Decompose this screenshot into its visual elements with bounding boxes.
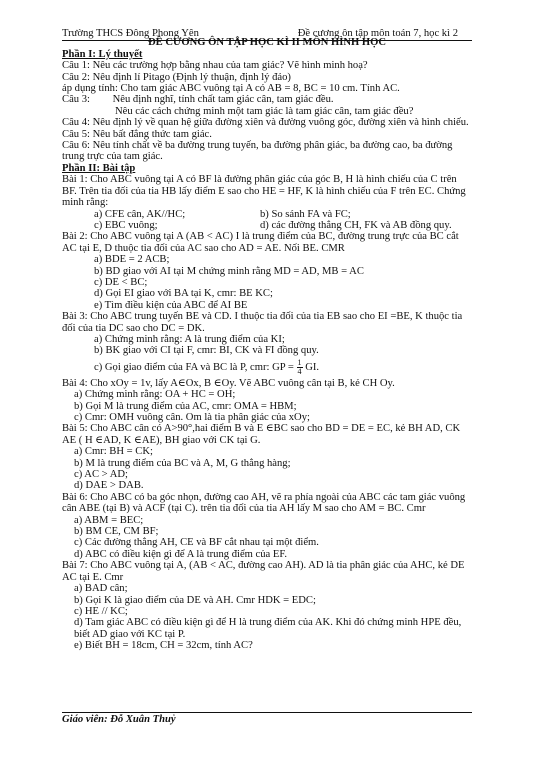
exercise-2: Bài 2: Cho ABC vuông tại A (AB < AC) I là trung điểm của BC, đường trung trực của BC cắt AC tại E, D thuộc tia đối của AC sao cho AD = AE. Nối BE. CMR	[62, 231, 459, 254]
exercise-5-d: d) DAE > DAB.	[74, 480, 144, 492]
question-3-b: Nêu các cách chứng minh một tam giác là tam giác cân, tam giác đều?	[115, 105, 414, 117]
question-2-apply: áp dụng tính: Cho tam giác ABC vuông tại A có AB = 8, BC = 10 cm. Tính AC.	[62, 83, 400, 95]
exercise-4-a: a) Chứng minh rằng: OA + HC = OH;	[74, 389, 236, 401]
exercise-4: Bài 4: Cho xOy = 1v, lấy A∈Ox, B ∈Oy. Vẽ ABC vuông cân tại B, kẻ CH Oy.	[62, 377, 395, 389]
exercise-1-row-cd	[62, 220, 472, 231]
exercise-3-c: c) Gọi giao điểm của FA và BC là P, cmr: GP = $\frac{1}{4}$ GI.	[94, 357, 320, 376]
document-page	[62, 28, 472, 652]
exercise-5: Bài 5: Cho ABC cân có A>90°,hai điểm B và E ∈BC sao cho BD = DE = EC, kẻ BH AD, CK AE ( H ∈AD, K ∈AE), BH giao với CK tại G.	[62, 423, 461, 446]
exercise-1-b: b) So sánh FA và FC;	[260, 208, 351, 220]
exercise-1-row-ab	[62, 209, 472, 220]
exercise-6-a: a) ABM = BEC;	[74, 514, 144, 526]
exercise-5-a: a) Cmr: BH = CK;	[74, 446, 153, 458]
exercise-6-c: c) Các đường thẳng AH, CE và BF cắt nhau tại một điểm.	[74, 537, 319, 549]
exercise-1-d: d) các đường thẳng CH, FK và AB đồng quy.	[260, 219, 452, 231]
question-1: Câu 1: Nêu các trường hợp bằng nhau của tam giác? Vẽ hình minh hoạ?	[62, 60, 368, 72]
exercise-4-c: c) Cmr: OMH vuông cân. Om là tia phân giác của xOy;	[74, 412, 310, 423]
exercise-7-e: e) Biết BH = 18cm, CH = 32cm, tính AC?	[74, 640, 253, 652]
exercise-6: Bài 6: Cho ABC có ba góc nhọn, đường cao AH, vẽ ra phía ngoài của ABC các tam giác vuông cân ABE (tại B) và ACF (tại C). trên tia đối của tia AH lấy M sao cho AM = BC. Cmr	[62, 491, 466, 515]
section-heading-exercises: Phần II: Bài tập	[62, 162, 136, 174]
exercise-6-d: d) ABC có điều kiện gì để A là trung điểm của EF.	[74, 548, 288, 560]
question-2: Câu 2: Nêu định lí Pitago (Định lý thuận, định lý đảo)	[62, 71, 291, 83]
exercise-4-b: b) Gọi M là trung điểm của AC, cmr: OMA = HBM;	[74, 400, 297, 412]
exercise-2-e: e) Tìm điều kiện của ABC để AI BE	[94, 299, 248, 311]
section-heading-theory: Phần I: Lý thuyết	[62, 48, 143, 60]
exercise-3: Bài 3: Cho ABC trung tuyến BE và CD. I thuộc tia đối của tia EB sao cho EI =BE, K thuộc tia đối của tia DC sao cho DC = DK.	[62, 311, 463, 334]
page-footer: Giáo viên: Đỗ Xuân Thuỷ	[62, 712, 472, 725]
question-4: Câu 4: Nêu định lý về quan hệ giữa đường xiên và đường vuông góc, đường xiên và hình chiếu.	[62, 117, 469, 129]
exercise-3-b: b) BK giao với CI tại F, cmr: BI, CK và FI đồng quy.	[94, 345, 319, 357]
exercise-5-b: b) M là trung điểm của BC và A, M, G thẳng hàng;	[74, 457, 291, 469]
exercise-1: Bài 1: Cho ABC vuông tại A có BF là đường phân giác của góc B, H là hình chiếu của C trên BF. Trên tia đối của tia HB lấy điểm E sao cho HE = HF, K là hình chiếu của F trên EC. Chứng minh rằng:	[62, 174, 466, 209]
exercise-2-b: b) BD giao với AI tại M chứng minh rằng MD = AD, MB = AC	[94, 265, 364, 277]
exercise-1-a: a) CFE cân, AK//HC;	[94, 208, 186, 220]
exercise-7-c: c) HE // KC;	[74, 605, 128, 617]
exercise-3-a: a) Chứng minh rằng: A là trung điểm của KI;	[94, 333, 285, 345]
exercise-2-a: a) BDE = 2 ACB;	[94, 254, 170, 266]
page-title: ĐỀ CƯƠNG ÔN TẬP HỌC KÌ II MÔN HÌNH HỌC	[147, 37, 387, 49]
exercise-5-c: c) AC > AD;	[74, 469, 128, 481]
question-3: Câu 3: Nêu định nghĩ, tính chất tam giác cân, tam giác đều.	[62, 94, 334, 106]
exercise-1-c: c) EBC vuông;	[94, 219, 158, 231]
school-name: Trường THCS Đông Phong Yên	[62, 28, 199, 39]
question-6: Câu 6: Nêu tính chất về ba đường trung tuyến, ba đường phân giác, ba đường cao, ba đường trung trực của tam giác.	[62, 140, 453, 163]
exercise-7: Bài 7: Cho ABC vuông tại A, (AB < AC, đường cao AH). AD là tia phân giác của AHC, kẻ DE AC tại E. Cmr	[62, 560, 465, 583]
exercise-7-d: d) Tam giác ABC có điều kiện gì để H là trung điểm của AK. Khi đó chứng minh HPE đều, biết AD giao với KC tại P.	[74, 617, 462, 640]
exercise-7-b: b) Gọi K là giao điểm của DE và AH. Cmr HDK = EDC;	[74, 594, 316, 606]
exercise-6-b: b) BM CE, CM BF;	[74, 526, 159, 538]
exercise-7-a: a) BAD cân;	[74, 583, 128, 595]
fraction-one-quarter: $\frac{1}{4}$	[297, 357, 302, 376]
exercise-2-c: c) DE < BC;	[94, 276, 148, 288]
subject-line: Đề cương ôn tập môn toán 7, học kì 2	[297, 28, 458, 39]
exercise-2-d: d) Gọi EI giao với BA tại K, cmr: BE KC;	[94, 288, 273, 300]
question-5: Câu 5: Nêu bất đẳng thức tam giác.	[62, 128, 212, 140]
